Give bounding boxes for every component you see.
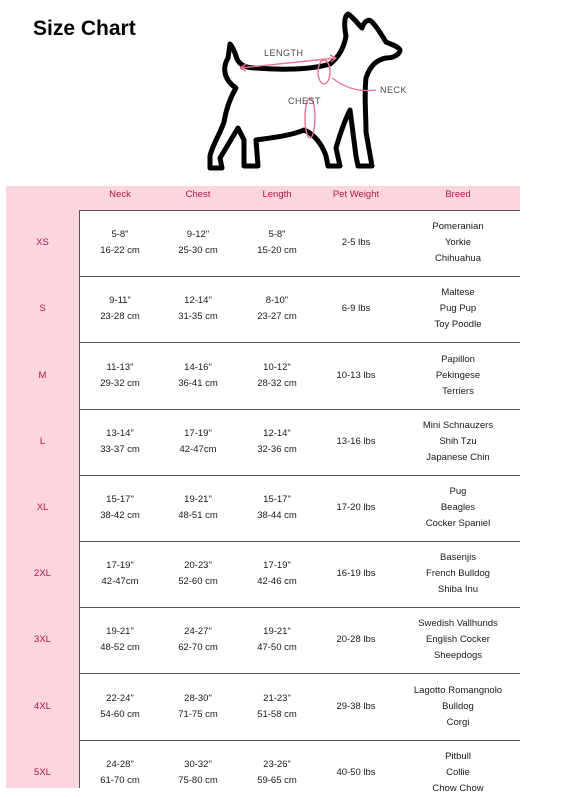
- chest-cell: [166, 426, 230, 458]
- chest-value: 62-70 cm: [178, 642, 218, 654]
- length-value: 15-17": [263, 493, 291, 505]
- neck-value: 29-32 cm: [100, 377, 140, 389]
- length-cell: [245, 360, 309, 392]
- breeds-value: Mini Schnauzers: [422, 419, 494, 431]
- breeds-value: Bulldog: [442, 700, 474, 712]
- header-breed: Breed: [445, 189, 471, 200]
- neck-value: 16-22 cm: [100, 245, 140, 257]
- breeds-cell: [396, 418, 520, 466]
- breeds-cell: [396, 285, 520, 333]
- neck-value: 54-60 cm: [100, 708, 140, 720]
- chest-cell: [166, 558, 230, 590]
- weight-cell: [320, 301, 392, 317]
- neck-value: 5-8": [111, 229, 129, 241]
- weight-cell: [320, 500, 392, 516]
- breeds-value: Cocker Spaniel: [425, 517, 491, 529]
- chest-value: 19-21": [184, 493, 212, 505]
- weight-cell: [320, 566, 392, 582]
- neck-cell: [88, 426, 152, 458]
- size-label: S: [39, 303, 46, 315]
- chest-value: 36-41 cm: [178, 377, 218, 389]
- chest-value: 24-27": [184, 626, 212, 638]
- weight-value: 20-28 lbs: [336, 634, 376, 646]
- length-value: 19-21": [263, 626, 291, 638]
- row-divider: [79, 541, 520, 542]
- breeds-value: Pug Pup: [439, 303, 477, 315]
- weight-value: 10-13 lbs: [336, 369, 376, 381]
- chest-value: 75-80 cm: [178, 774, 218, 786]
- neck-cell: [88, 558, 152, 590]
- breeds-cell: [396, 749, 520, 797]
- header-pet-weight: Pet Weight: [332, 189, 380, 200]
- chest-cell: [166, 691, 230, 723]
- length-cell: [245, 558, 309, 590]
- chest-value: 71-75 cm: [178, 708, 218, 720]
- weight-cell: [320, 434, 392, 450]
- breeds-value: Pitbull: [445, 750, 471, 762]
- size-label: XL: [36, 501, 49, 513]
- weight-value: 13-16 lbs: [336, 435, 376, 447]
- breeds-value: French Bulldog: [426, 568, 490, 580]
- length-cell: [245, 624, 309, 656]
- length-value: 32-36 cm: [257, 443, 297, 455]
- breeds-value: Collie: [446, 766, 470, 778]
- breeds-value: Terriers: [442, 385, 474, 397]
- breeds-cell: [396, 550, 520, 598]
- neck-value: 9-11": [109, 295, 131, 307]
- chest-cell: [166, 293, 230, 325]
- breeds-value: English Cocker: [426, 634, 490, 646]
- size-label: M: [38, 369, 47, 381]
- chest-cell: [166, 757, 230, 789]
- chest-value: 17-19": [184, 427, 212, 439]
- chest-cell: [166, 492, 230, 524]
- length-label: LENGTH: [264, 48, 304, 58]
- neck-value: 17-19": [106, 560, 134, 572]
- neck-cell: [88, 227, 152, 259]
- weight-cell: [320, 235, 392, 251]
- length-value: 38-44 cm: [257, 509, 297, 521]
- breeds-value: Pekingese: [435, 369, 481, 381]
- breeds-value: Beagles: [440, 501, 476, 513]
- breeds-cell: [396, 219, 520, 267]
- neck-label: NECK: [380, 85, 408, 95]
- breeds-value: Basenjis: [440, 552, 476, 564]
- neck-value: 22-24": [106, 692, 134, 704]
- breeds-value: Maltese: [441, 287, 475, 299]
- size-label: L: [39, 435, 46, 447]
- neck-cell: [88, 293, 152, 325]
- length-cell: [245, 757, 309, 789]
- neck-value: 24-28": [106, 758, 134, 770]
- neck-cell: [88, 360, 152, 392]
- size-label: XS: [36, 237, 49, 249]
- row-divider: [79, 475, 520, 476]
- table-header: [6, 186, 520, 210]
- size-label: 2XL: [34, 568, 51, 580]
- chest-cell: [166, 227, 230, 259]
- size-table: [6, 186, 520, 794]
- neck-value: 15-17": [106, 493, 134, 505]
- size-label: 3XL: [34, 634, 51, 646]
- length-value: 8-10": [265, 295, 289, 307]
- chest-value: 42-47cm: [179, 443, 217, 455]
- neck-cell: [88, 691, 152, 723]
- breeds-value: Chihuahua: [435, 253, 481, 265]
- breeds-value: Pomeranian: [432, 221, 484, 233]
- breeds-cell: [396, 683, 520, 731]
- length-cell: [245, 426, 309, 458]
- breeds-value: Lagotto Romangnolo: [413, 684, 503, 696]
- row-divider: [79, 740, 520, 741]
- length-value: 23-27 cm: [257, 311, 297, 323]
- row-divider: [79, 673, 520, 674]
- row-divider: [79, 342, 520, 343]
- breeds-value: Shiba Inu: [437, 584, 479, 596]
- chest-cell: [166, 360, 230, 392]
- breeds-value: Japanese Chin: [426, 451, 490, 463]
- weight-cell: [320, 699, 392, 715]
- length-value: 47-50 cm: [257, 642, 297, 654]
- header-length: Length: [262, 189, 292, 200]
- length-cell: [245, 691, 309, 723]
- breeds-value: Swedish Vallhunds: [418, 618, 498, 630]
- page-title: Size Chart: [33, 17, 136, 40]
- breeds-value: Pug: [449, 485, 467, 497]
- length-value: 17-19": [263, 560, 291, 572]
- breeds-cell: [396, 616, 520, 664]
- chest-value: 31-35 cm: [178, 311, 218, 323]
- neck-value: 48-52 cm: [100, 642, 140, 654]
- chest-value: 14-16": [184, 361, 212, 373]
- length-value: 10-12": [263, 361, 291, 373]
- weight-cell: [320, 765, 392, 781]
- length-value: 59-65 cm: [257, 774, 297, 786]
- length-value: 51-58 cm: [257, 708, 297, 720]
- length-value: 12-14": [263, 427, 291, 439]
- breeds-value: Shih Tzu: [439, 435, 477, 447]
- row-divider: [79, 276, 520, 277]
- neck-value: 33-37 cm: [100, 443, 140, 455]
- weight-cell: [320, 632, 392, 648]
- weight-value: 16-19 lbs: [336, 568, 376, 580]
- chest-value: 30-32": [184, 758, 212, 770]
- length-value: 5-8": [268, 229, 286, 241]
- neck-value: 61-70 cm: [100, 774, 140, 786]
- chest-value: 9-12": [186, 229, 210, 241]
- weight-value: 29-38 lbs: [336, 700, 376, 712]
- weight-value: 6-9 lbs: [341, 303, 371, 315]
- length-cell: [245, 293, 309, 325]
- neck-value: 11-13": [106, 361, 134, 373]
- row-divider: [79, 607, 520, 608]
- chest-value: 28-30": [184, 692, 212, 704]
- weight-cell: [320, 368, 392, 384]
- length-value: 21-23": [263, 692, 291, 704]
- breeds-cell: [396, 484, 520, 532]
- chest-value: 12-14": [184, 295, 212, 307]
- neck-value: 19-21": [106, 626, 134, 638]
- chest-label: CHEST: [288, 96, 322, 106]
- neck-value: 23-28 cm: [100, 311, 140, 323]
- neck-value: 42-47cm: [101, 576, 139, 588]
- size-label: 5XL: [34, 766, 51, 778]
- dog-measurement-diagram: [200, 6, 420, 176]
- neck-value: 38-42 cm: [100, 509, 140, 521]
- row-divider: [79, 409, 520, 410]
- length-value: 23-26": [263, 758, 291, 770]
- header-chest: Chest: [185, 189, 211, 200]
- neck-cell: [88, 757, 152, 789]
- weight-value: 17-20 lbs: [336, 501, 376, 513]
- neck-value: 13-14": [106, 427, 134, 439]
- weight-value: 40-50 lbs: [336, 766, 376, 778]
- header-neck: Neck: [109, 189, 131, 200]
- neck-cell: [88, 492, 152, 524]
- breeds-value: Toy Poodle: [434, 319, 482, 331]
- length-value: 15-20 cm: [257, 245, 297, 257]
- weight-value: 2-5 lbs: [341, 237, 371, 249]
- breeds-value: Sheepdogs: [433, 650, 483, 662]
- chest-value: 48-51 cm: [178, 509, 218, 521]
- chest-value: 25-30 cm: [178, 245, 218, 257]
- length-cell: [245, 492, 309, 524]
- breeds-value: Corgi: [446, 716, 470, 728]
- breeds-value: Chow Chow: [432, 782, 484, 794]
- neck-cell: [88, 624, 152, 656]
- length-cell: [245, 227, 309, 259]
- breeds-value: Yorkie: [444, 237, 472, 249]
- size-label: 4XL: [34, 700, 51, 712]
- chest-cell: [166, 624, 230, 656]
- chest-value: 20-23": [184, 560, 212, 572]
- breeds-value: Papillon: [441, 353, 475, 365]
- breeds-cell: [396, 352, 520, 400]
- length-value: 28-32 cm: [257, 377, 297, 389]
- chest-value: 52-60 cm: [178, 576, 218, 588]
- length-value: 42-46 cm: [257, 576, 297, 588]
